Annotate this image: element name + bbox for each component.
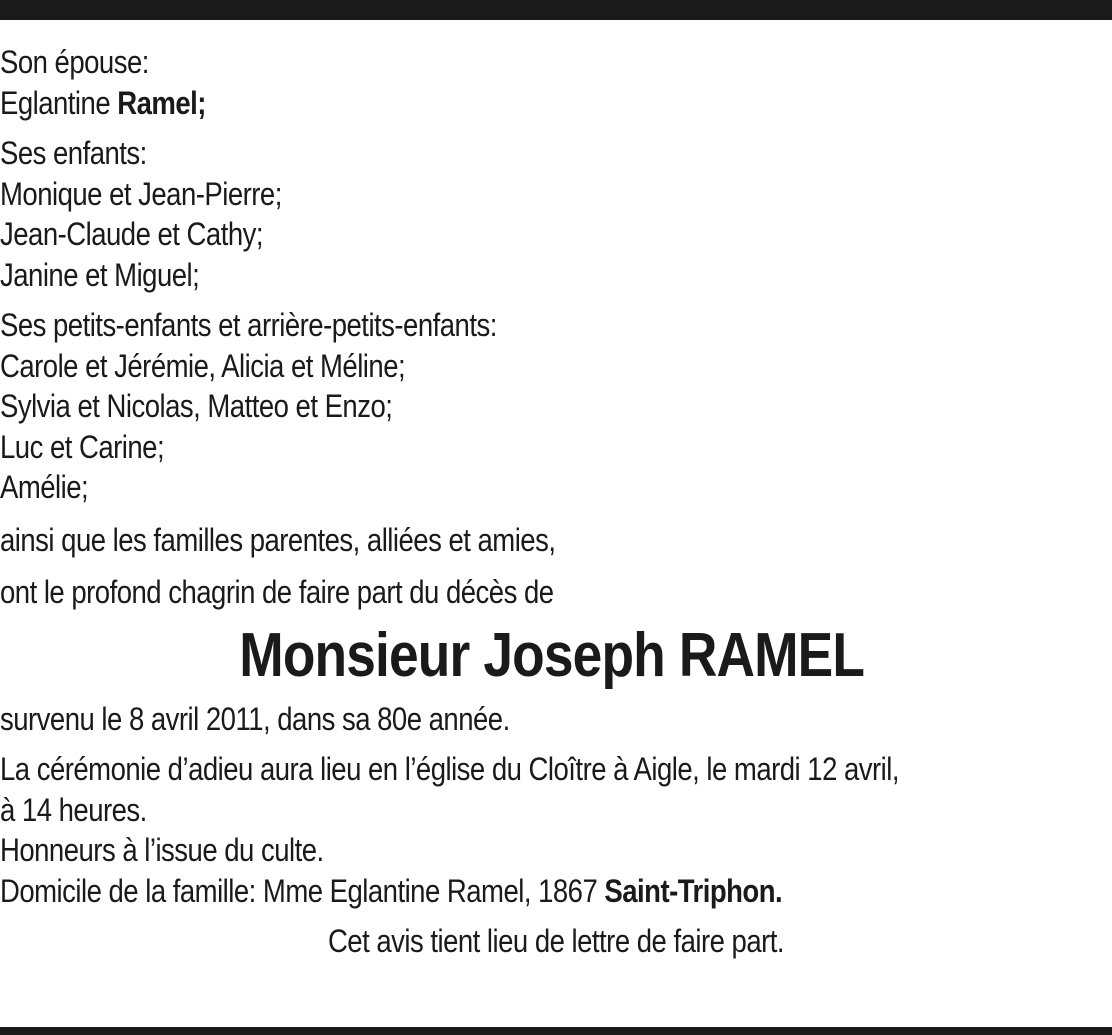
- honours-line: Honneurs à l’issue du culte.: [0, 832, 324, 868]
- grandchild-line: Luc et Carine;: [0, 428, 165, 465]
- bottom-rule: [0, 1027, 1112, 1035]
- grandchildren-heading: Ses petits-enfants et arrière-petits-enfants:: [0, 307, 497, 343]
- spouse-first-name: Eglantine: [0, 84, 111, 121]
- families-line: ainsi que les familles parentes, alliées et amies,: [0, 521, 556, 558]
- grandchild-line: Carole et Jérémie, Alicia et Méline;: [0, 347, 406, 384]
- spouse-heading: Son épouse:: [0, 44, 149, 80]
- death-info: survenu le 8 avril 2011, dans sa 80e année.: [0, 700, 510, 737]
- announcement-line: ont le profond chagrin de faire part du décès de: [0, 574, 554, 610]
- closing-line: Cet avis tient lieu de lettre de faire part.: [327, 923, 785, 959]
- grandchild-line: Sylvia et Nicolas, Matteo et Enzo;: [0, 388, 393, 424]
- child-line: Jean-Claude et Cathy;: [0, 216, 263, 252]
- child-line: Janine et Miguel;: [0, 256, 200, 293]
- domicile-place: Saint-Triphon.: [604, 872, 783, 909]
- children-heading: Ses enfants:: [0, 135, 147, 171]
- child-line: Monique et Jean-Pierre;: [0, 175, 282, 212]
- grandchild-line: Amélie;: [0, 469, 89, 505]
- spouse-last-name: Ramel;: [117, 84, 206, 121]
- obituary-notice: [0, 42, 1112, 962]
- spouse-name: [0, 83, 1112, 124]
- ceremony-time: à 14 heures.: [0, 791, 147, 828]
- deceased-name: Monsieur Joseph RAMEL: [239, 620, 865, 690]
- top-rule: [0, 0, 1112, 20]
- domicile-line: [0, 871, 1112, 912]
- ceremony-line: La cérémonie d’adieu aura lieu en l’église du Cloître à Aigle, le mardi 12 avril,: [0, 751, 900, 787]
- domicile-address: Domicile de la famille: Mme Eglantine Ramel, 1867: [0, 872, 598, 909]
